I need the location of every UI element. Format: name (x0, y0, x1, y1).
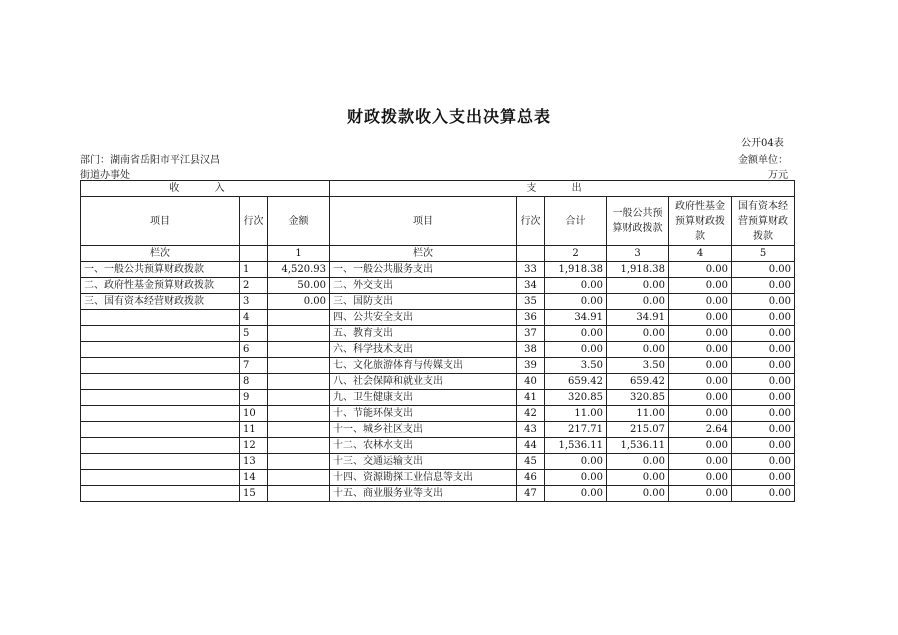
income-item-cell (81, 310, 240, 326)
form-number: 公开04表 (741, 138, 784, 149)
fund-budget-cell: 0.00 (669, 486, 732, 502)
department-line-2: 街道办事处 (80, 170, 130, 181)
state-capital-budget-cell: 0.00 (732, 310, 795, 326)
table-row (81, 422, 795, 438)
expense-row-no-cell: 45 (517, 454, 545, 470)
general-budget-cell: 0.00 (607, 342, 669, 358)
general-budget-cell: 0.00 (607, 470, 669, 486)
income-item-cell (81, 406, 240, 422)
unit-label: 金额单位： (738, 155, 788, 166)
income-amount-cell (268, 470, 330, 486)
expense-row-no-cell: 33 (517, 262, 545, 278)
total-cell: 217.71 (545, 422, 607, 438)
total-cell: 0.00 (545, 454, 607, 470)
expense-row-no-cell: 40 (517, 374, 545, 390)
income-item-cell: 三、国有资本经营财政拨款 (81, 294, 240, 310)
fund-budget-cell: 0.00 (669, 438, 732, 454)
income-item-cell (81, 454, 240, 470)
income-item-cell (81, 486, 240, 502)
expense-item-cell: 十四、资源勘探工业信息等支出 (330, 470, 517, 486)
total-cell: 0.00 (545, 342, 607, 358)
header-income-item: 项目 (81, 197, 240, 246)
fund-budget-cell: 0.00 (669, 406, 732, 422)
total-cell: 1,918.38 (545, 262, 607, 278)
table-row (81, 486, 795, 502)
income-item-cell (81, 390, 240, 406)
unit-value: 万元 (768, 170, 788, 181)
header-general-budget: 一般公共预算财政拨款 (607, 197, 669, 246)
index-1: 1 (268, 246, 330, 262)
expense-item-cell: 八、社会保障和就业支出 (330, 374, 517, 390)
income-row-no-cell: 5 (240, 326, 268, 342)
table-row (81, 294, 795, 310)
total-cell: 0.00 (545, 278, 607, 294)
header-income-row-no: 行次 (240, 197, 268, 246)
income-row-no-cell: 8 (240, 374, 268, 390)
income-amount-cell (268, 486, 330, 502)
income-amount-cell (268, 390, 330, 406)
header-total: 合计 (545, 197, 607, 246)
state-capital-budget-cell: 0.00 (732, 470, 795, 486)
total-cell: 0.00 (545, 486, 607, 502)
table-row (81, 326, 795, 342)
state-capital-budget-cell: 0.00 (732, 454, 795, 470)
income-item-cell (81, 326, 240, 342)
index-2: 2 (545, 246, 607, 262)
income-item-cell (81, 374, 240, 390)
general-budget-cell: 0.00 (607, 294, 669, 310)
general-budget-cell: 0.00 (607, 454, 669, 470)
index-3: 3 (607, 246, 669, 262)
general-budget-cell: 1,918.38 (607, 262, 669, 278)
page-title: 财政拨款收入支出决算总表 (346, 107, 551, 126)
expense-item-cell: 十、节能环保支出 (330, 406, 517, 422)
expense-row-no-cell: 34 (517, 278, 545, 294)
expense-item-cell: 十五、商业服务业等支出 (330, 486, 517, 502)
index-label-expense: 栏次 (330, 246, 517, 262)
expense-item-cell: 四、公共安全支出 (330, 310, 517, 326)
income-row-no-cell: 4 (240, 310, 268, 326)
fund-budget-cell: 0.00 (669, 342, 732, 358)
index-blank (240, 246, 268, 262)
income-item-cell (81, 342, 240, 358)
expense-row-no-cell: 41 (517, 390, 545, 406)
fund-budget-cell: 0.00 (669, 374, 732, 390)
income-row-no-cell: 1 (240, 262, 268, 278)
expense-row-no-cell: 35 (517, 294, 545, 310)
table-row (81, 390, 795, 406)
index-label-income: 栏次 (81, 246, 240, 262)
total-cell: 0.00 (545, 470, 607, 486)
section-income: 收 入 (81, 181, 330, 197)
header-expense-item: 项目 (330, 197, 517, 246)
general-budget-cell: 659.42 (607, 374, 669, 390)
table-row (81, 470, 795, 486)
index-4: 4 (669, 246, 732, 262)
income-item-cell (81, 358, 240, 374)
expense-item-cell: 十一、城乡社区支出 (330, 422, 517, 438)
expense-item-cell: 七、文化旅游体育与传媒支出 (330, 358, 517, 374)
expense-row-no-cell: 46 (517, 470, 545, 486)
fund-budget-cell: 0.00 (669, 262, 732, 278)
expense-row-no-cell: 43 (517, 422, 545, 438)
header-expense-row-no: 行次 (517, 197, 545, 246)
expense-item-cell: 三、国防支出 (330, 294, 517, 310)
income-row-no-cell: 9 (240, 390, 268, 406)
table-row (81, 406, 795, 422)
income-amount-cell (268, 358, 330, 374)
income-row-no-cell: 3 (240, 294, 268, 310)
income-row-no-cell: 12 (240, 438, 268, 454)
income-item-cell (81, 422, 240, 438)
table-row (81, 374, 795, 390)
income-row-no-cell: 7 (240, 358, 268, 374)
state-capital-budget-cell: 0.00 (732, 486, 795, 502)
table-row (81, 278, 795, 294)
expense-row-no-cell: 47 (517, 486, 545, 502)
income-amount-cell: 50.00 (268, 278, 330, 294)
state-capital-budget-cell: 0.00 (732, 326, 795, 342)
fund-budget-cell: 0.00 (669, 358, 732, 374)
fund-budget-cell: 0.00 (669, 326, 732, 342)
expense-item-cell: 二、外交支出 (330, 278, 517, 294)
income-amount-cell (268, 326, 330, 342)
income-amount-cell (268, 422, 330, 438)
general-budget-cell: 320.85 (607, 390, 669, 406)
expense-item-cell: 十二、农林水支出 (330, 438, 517, 454)
state-capital-budget-cell: 0.00 (732, 358, 795, 374)
state-capital-budget-cell: 0.00 (732, 438, 795, 454)
table-row (81, 310, 795, 326)
table-row (81, 438, 795, 454)
general-budget-cell: 34.91 (607, 310, 669, 326)
income-item-cell: 二、政府性基金预算财政拨款 (81, 278, 240, 294)
expense-row-no-cell: 44 (517, 438, 545, 454)
fund-budget-cell: 0.00 (669, 278, 732, 294)
general-budget-cell: 3.50 (607, 358, 669, 374)
section-header-row (81, 181, 795, 197)
expense-item-cell: 九、卫生健康支出 (330, 390, 517, 406)
income-amount-cell: 0.00 (268, 294, 330, 310)
income-amount-cell (268, 406, 330, 422)
fund-budget-cell: 0.00 (669, 294, 732, 310)
expense-item-cell: 一、一般公共服务支出 (330, 262, 517, 278)
expense-item-cell: 十三、交通运输支出 (330, 454, 517, 470)
table-row (81, 342, 795, 358)
fund-budget-cell: 0.00 (669, 454, 732, 470)
department-line-1: 部门：湖南省岳阳市平江县汉昌 (80, 155, 220, 166)
expense-row-no-cell: 36 (517, 310, 545, 326)
table-row (81, 454, 795, 470)
state-capital-budget-cell: 0.00 (732, 422, 795, 438)
state-capital-budget-cell: 0.00 (732, 406, 795, 422)
income-row-no-cell: 10 (240, 406, 268, 422)
income-amount-cell (268, 438, 330, 454)
income-item-cell (81, 470, 240, 486)
income-amount-cell (268, 374, 330, 390)
state-capital-budget-cell: 0.00 (732, 342, 795, 358)
general-budget-cell: 215.07 (607, 422, 669, 438)
income-row-no-cell: 13 (240, 454, 268, 470)
general-budget-cell: 1,536.11 (607, 438, 669, 454)
income-item-cell: 一、一般公共预算财政拨款 (81, 262, 240, 278)
expense-item-cell: 五、教育支出 (330, 326, 517, 342)
general-budget-cell: 0.00 (607, 486, 669, 502)
index-blank (517, 246, 545, 262)
header-state-capital-budget: 国有资本经营预算财政拨款 (732, 197, 795, 246)
total-cell: 0.00 (545, 326, 607, 342)
state-capital-budget-cell: 0.00 (732, 390, 795, 406)
section-expense: 支 出 (330, 181, 795, 197)
total-cell: 0.00 (545, 294, 607, 310)
total-cell: 659.42 (545, 374, 607, 390)
header-income-amount: 金额 (268, 197, 330, 246)
income-amount-cell (268, 310, 330, 326)
total-cell: 320.85 (545, 390, 607, 406)
total-cell: 1,536.11 (545, 438, 607, 454)
state-capital-budget-cell: 0.00 (732, 374, 795, 390)
total-cell: 34.91 (545, 310, 607, 326)
summary-table (80, 180, 795, 502)
income-amount-cell: 4,520.93 (268, 262, 330, 278)
income-row-no-cell: 11 (240, 422, 268, 438)
expense-row-no-cell: 39 (517, 358, 545, 374)
expense-row-no-cell: 37 (517, 326, 545, 342)
state-capital-budget-cell: 0.00 (732, 294, 795, 310)
income-row-no-cell: 2 (240, 278, 268, 294)
fund-budget-cell: 0.00 (669, 470, 732, 486)
table-row (81, 358, 795, 374)
table-row (81, 262, 795, 278)
income-item-cell (81, 438, 240, 454)
fund-budget-cell: 2.64 (669, 422, 732, 438)
expense-item-cell: 六、科学技术支出 (330, 342, 517, 358)
column-index-row (81, 246, 795, 262)
state-capital-budget-cell: 0.00 (732, 262, 795, 278)
state-capital-budget-cell: 0.00 (732, 278, 795, 294)
index-5: 5 (732, 246, 795, 262)
total-cell: 11.00 (545, 406, 607, 422)
fund-budget-cell: 0.00 (669, 390, 732, 406)
income-amount-cell (268, 454, 330, 470)
general-budget-cell: 11.00 (607, 406, 669, 422)
fund-budget-cell: 0.00 (669, 310, 732, 326)
column-header-row (81, 197, 795, 246)
general-budget-cell: 0.00 (607, 278, 669, 294)
income-row-no-cell: 15 (240, 486, 268, 502)
general-budget-cell: 0.00 (607, 326, 669, 342)
income-row-no-cell: 14 (240, 470, 268, 486)
income-amount-cell (268, 342, 330, 358)
income-row-no-cell: 6 (240, 342, 268, 358)
expense-row-no-cell: 42 (517, 406, 545, 422)
total-cell: 3.50 (545, 358, 607, 374)
expense-row-no-cell: 38 (517, 342, 545, 358)
header-fund-budget: 政府性基金预算财政拨款 (669, 197, 732, 246)
